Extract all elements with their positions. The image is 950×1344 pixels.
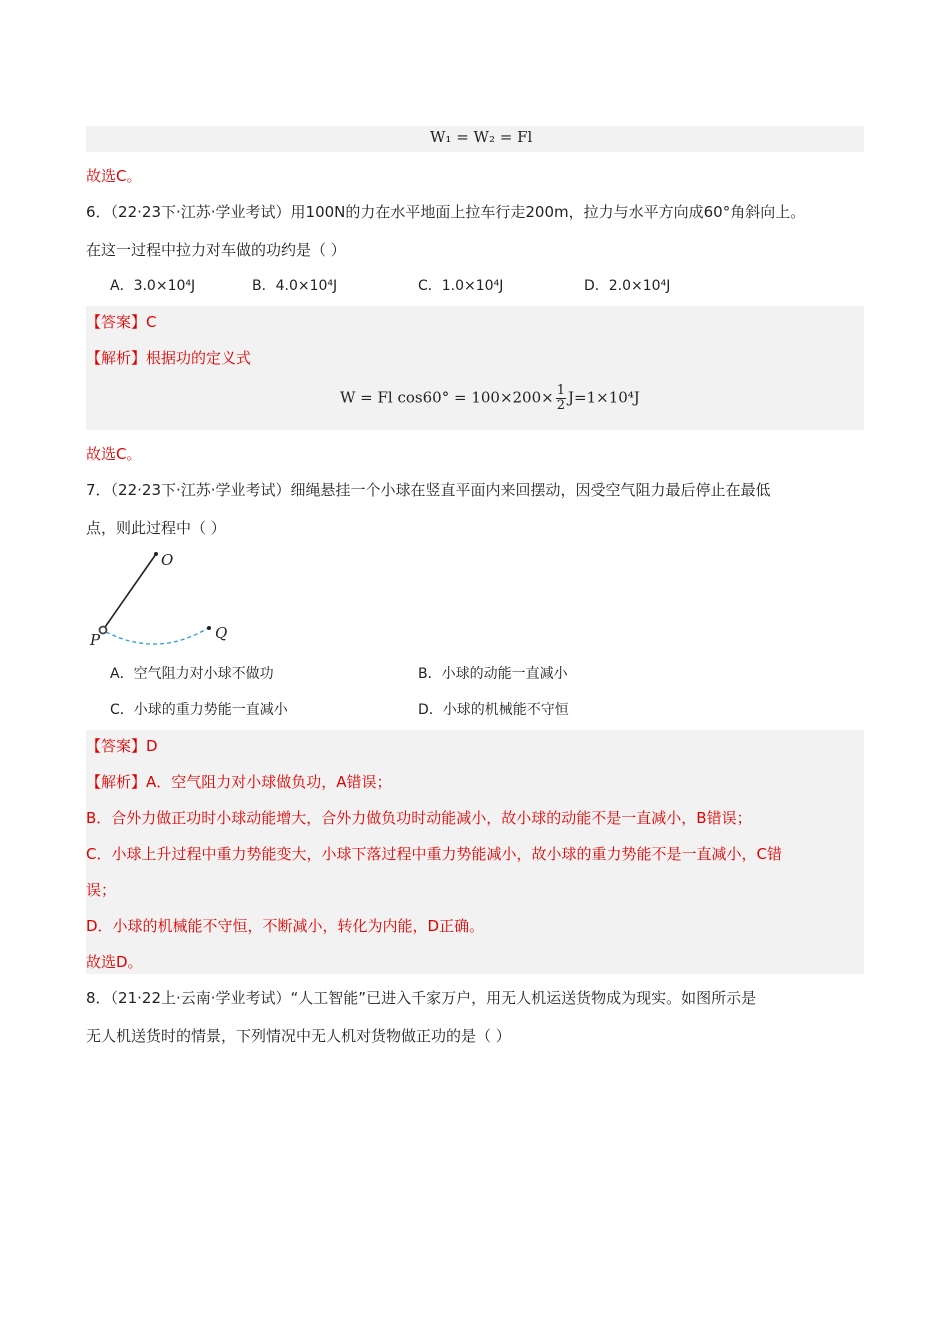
pendulum-string <box>103 554 156 630</box>
q6-formula-right: J=1×10⁴J <box>568 388 640 407</box>
q8-stem-line2: 无人机送货时的情景，下列情况中无人机对货物做正功的是（ ） <box>86 1027 511 1045</box>
label-p: P <box>90 631 101 649</box>
swing-arc <box>106 628 208 644</box>
q6-work-formula <box>340 384 640 413</box>
q7-option-d: D．小球的机械能不守恒 <box>418 702 569 718</box>
q6-formula-left: W = Fl cos60° = 100×200× <box>340 388 554 407</box>
q6-stem-line1: 6．（22·23下·江苏·学业考试）用100N的力在水平地面上拉车行走200m，拉力与水平方向成60°角斜向上。 <box>86 203 806 221</box>
pendulum-ball <box>100 627 107 634</box>
q7-option-c: C．小球的重力势能一直减小 <box>110 702 288 718</box>
q6-conclusion: 故选C。 <box>86 445 142 463</box>
q7-analysis-line: C．小球上升过程中重力势能变大，小球下落过程中重力势能减小，故小球的重力势能不是一直减小，C错 <box>86 845 782 863</box>
q7-analysis-line: 误； <box>86 881 117 899</box>
q6-answer: 【答案】C <box>86 313 157 331</box>
q5-conclusion: 故选C。 <box>86 167 142 185</box>
q6-option-d: D．2.0×10⁴J <box>584 278 671 294</box>
label-q: Q <box>215 624 228 642</box>
pivot-point-o <box>154 552 158 556</box>
q8-stem-line1: 8．（21·22上·云南·学业考试）“人工智能”已进入千家万户，用无人机运送货物成为现实。如图所示是 <box>86 989 757 1007</box>
q7-analysis-line: B．合外力做正功时小球动能增大，合外力做负功时动能减小，故小球的动能不是一直减小，B错误； <box>86 809 752 827</box>
q6-option-c: C．1.0×10⁴J <box>418 278 504 294</box>
q6-fraction <box>556 384 566 413</box>
q7-analysis-line: 【解析】A．空气阻力对小球做负功，A错误； <box>86 773 392 791</box>
q7-option-a: A．空气阻力对小球不做功 <box>110 666 274 682</box>
q6-analysis: 【解析】根据功的定义式 <box>86 349 252 367</box>
work-equality-formula: W₁ = W₂ = Fl <box>430 128 533 146</box>
q7-answer: 【答案】D <box>86 737 158 755</box>
point-q <box>207 626 211 630</box>
label-o: O <box>161 551 174 569</box>
q7-stem-line1: 7．（22·23下·江苏·学业考试）细绳悬挂一个小球在竖直平面内来回摆动，因受空气阻力最后停止在最低 <box>86 481 771 499</box>
q7-option-b: B．小球的动能一直减小 <box>418 666 568 682</box>
q6-fraction-numerator: 1 <box>556 383 565 398</box>
q7-conclusion: 故选D。 <box>86 953 143 971</box>
q6-fraction-denominator: 2 <box>556 398 565 413</box>
q7-analysis-line: D．小球的机械能不守恒，不断减小，转化为内能，D正确。 <box>86 917 485 935</box>
q6-option-a: A．3.0×10⁴J <box>110 278 196 294</box>
q6-option-b: B．4.0×10⁴J <box>252 278 338 294</box>
q7-stem-line2: 点，则此过程中（ ） <box>86 519 226 537</box>
q6-stem-line2: 在这一过程中拉力对车做的功约是（ ） <box>86 241 346 259</box>
pendulum-diagram <box>86 546 246 650</box>
